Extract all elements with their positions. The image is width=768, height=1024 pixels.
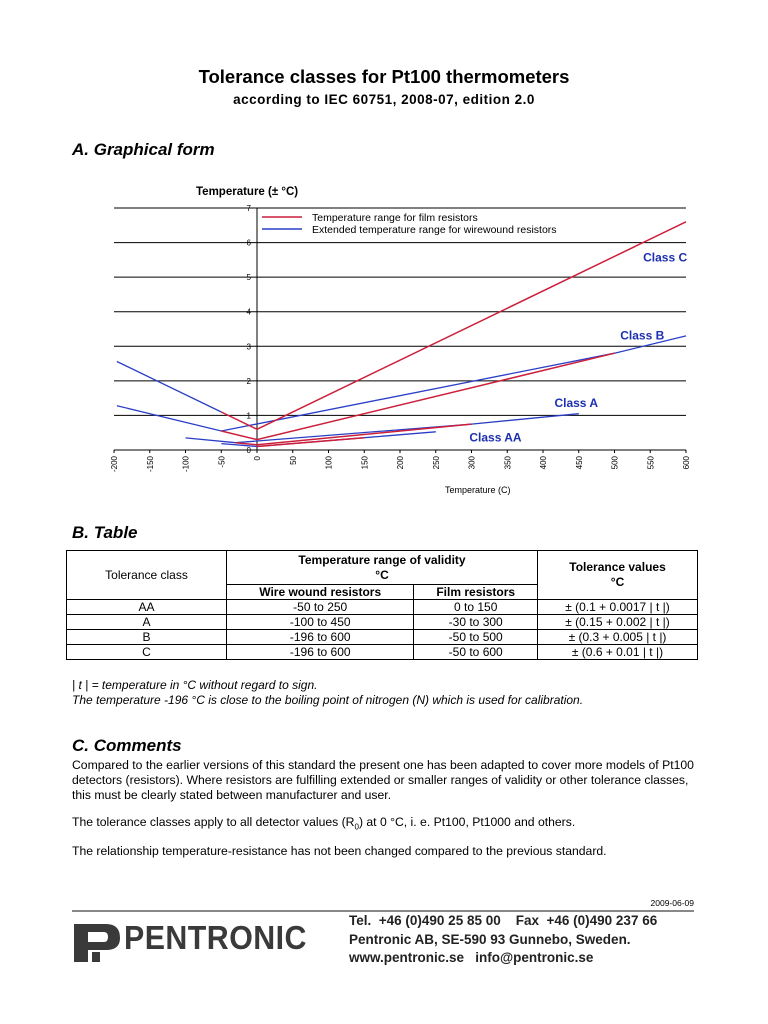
x-axis-label: Temperature (C) (444, 485, 511, 495)
y-tick-label: 6 (246, 238, 251, 248)
company-name: PENTRONIC (124, 919, 307, 956)
page-subtitle: according to IEC 60751, 2008-07, edition 2.0 (233, 92, 535, 107)
cell-wire: -100 to 450 (227, 615, 414, 630)
comment-paragraph-2 (72, 815, 702, 834)
note-nitrogen: The temperature -196 °C is close to the boiling point of nitrogen (N) which is used for calibration. (72, 693, 584, 707)
cell-class: B (67, 630, 227, 645)
x-tick-label: -100 (181, 456, 191, 473)
comment-p2-post: ) at 0 °C, i. e. Pt100, Pt1000 and others. (358, 815, 576, 829)
x-tick-label: 500 (610, 456, 620, 470)
comment-p2-pre: The tolerance classes apply to all detector values (R (72, 815, 355, 829)
header-tolerance-values (538, 551, 698, 600)
document-date: 2009-06-09 (650, 898, 694, 908)
cell-film: -50 to 500 (414, 630, 538, 645)
y-tick-label: 2 (246, 376, 251, 386)
header-range (227, 551, 538, 585)
y-axis-label: Temperature (± °C) (196, 186, 299, 198)
x-tick-label: 150 (360, 456, 370, 470)
series-line-wire (117, 362, 221, 413)
tolerance-table (66, 550, 698, 660)
legend-entry: Temperature range for film resistors (312, 212, 478, 224)
comment-paragraph-1: Compared to the earlier versions of this standard the present one has been adapted to cover more models of Pt100 detectors (resistors). Where resistors are fulfilling extended or smaller ranges of validity or other tolerance classes, this must be clearly stated between manufacturer and user. (72, 758, 694, 802)
comment-paragraph-3: The relationship temperature-resistance has not been changed compared to the previous standard. (72, 844, 607, 858)
table-header-row (67, 551, 698, 585)
cell-class: C (67, 645, 227, 660)
x-tick-label: 550 (646, 456, 656, 470)
y-tick-label: 5 (246, 273, 251, 283)
x-tick-label: 400 (539, 456, 548, 470)
footer-divider (72, 910, 694, 912)
cell-film: -30 to 300 (414, 615, 538, 630)
y-tick-label: 4 (246, 307, 251, 317)
x-tick-label: 450 (574, 456, 584, 470)
series-line-film (221, 222, 686, 429)
class-annotation: Class B (620, 328, 665, 343)
cell-tol: ± (0.15 + 0.002 | t |) (538, 615, 698, 630)
cell-wire: -196 to 600 (227, 630, 414, 645)
header-range-label: Temperature range of validity (298, 552, 466, 567)
cell-tol: ± (0.3 + 0.005 | t |) (538, 630, 698, 645)
x-tick-label: 300 (467, 456, 477, 470)
y-tick-label: 7 (246, 204, 251, 213)
header-range-unit: °C (375, 567, 389, 582)
cell-class: A (67, 615, 227, 630)
header-film: Film resistors (414, 585, 538, 600)
x-tick-label: -200 (110, 456, 119, 473)
section-heading-graph: A. Graphical form (72, 140, 215, 159)
comment-p2-sub: 0 (354, 822, 359, 832)
cell-wire: -50 to 250 (227, 600, 414, 615)
cell-film: 0 to 150 (414, 600, 538, 615)
y-tick-label: 3 (246, 342, 251, 352)
x-tick-label: 100 (324, 456, 334, 470)
x-tick-label: -150 (145, 456, 155, 473)
cell-tol: ± (0.6 + 0.01 | t |) (538, 645, 698, 660)
header-tolerance-class: Tolerance class (67, 551, 227, 600)
series-line-film (236, 424, 472, 445)
y-tick-label: 0 (246, 446, 251, 455)
header-tol-label: Tolerance values (569, 560, 666, 574)
x-tick-label: -50 (217, 456, 227, 468)
x-tick-label: 200 (396, 456, 405, 470)
page-title: Tolerance classes for Pt100 thermometers (198, 66, 570, 87)
table-row (67, 615, 698, 630)
cell-wire: -196 to 600 (227, 645, 414, 660)
section-heading-table: B. Table (72, 523, 138, 542)
cell-film: -50 to 600 (414, 645, 538, 660)
x-tick-label: 250 (431, 456, 441, 470)
legend-entry: Extended temperature range for wirewound resistors (312, 224, 557, 236)
header-tol-unit: °C (610, 575, 625, 589)
table-row (67, 630, 698, 645)
x-tick-label: 350 (503, 456, 513, 470)
header-wire: Wire wound resistors (227, 585, 414, 600)
y-tick-label: 1 (246, 411, 251, 421)
contact-address: Pentronic AB, SE-590 93 Gunnebo, Sweden. (349, 932, 631, 947)
x-tick-label: 0 (253, 456, 262, 461)
class-annotation: Class C (643, 250, 688, 265)
x-tick-label: 600 (682, 456, 691, 470)
table-row (67, 600, 698, 615)
series-line-wire (117, 336, 686, 431)
cell-class: AA (67, 600, 227, 615)
table-row (67, 645, 698, 660)
x-tick-label: 50 (288, 456, 298, 465)
note-abs-value: | t | = temperature in °C without regard to sign. (72, 678, 318, 692)
contact-web-email: www.pentronic.se info@pentronic.se (349, 950, 594, 965)
class-annotation: Class AA (469, 430, 522, 445)
contact-phone-fax: Tel. +46 (0)490 25 85 00 Fax +46 (0)490 237 66 (349, 913, 658, 928)
class-annotation: Class A (554, 395, 599, 410)
cell-tol: ± (0.1 + 0.0017 | t |) (538, 600, 698, 615)
section-heading-comments: C. Comments (72, 736, 182, 755)
tolerance-chart (0, 180, 768, 500)
